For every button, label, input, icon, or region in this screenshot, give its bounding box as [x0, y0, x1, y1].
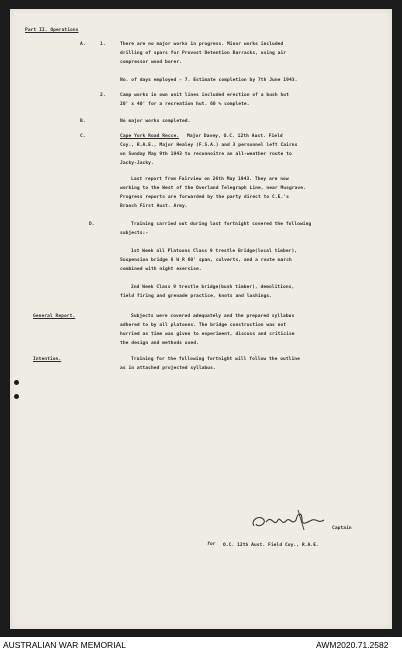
signature-unit: O.C. 12th Aust. Field Coy., R.A.E. — [223, 543, 319, 548]
intention-line-1: Training for the following fortnight will follow the outline — [131, 357, 300, 362]
item-1-days: No. of days employed - 7. Estimate completion by 7th June 1943. — [120, 78, 298, 83]
section-b-text: No major works completed. — [120, 119, 191, 124]
recon-line-1: Major Davey, O.C. 12th Aust. Field — [187, 134, 283, 139]
punch-hole — [14, 380, 19, 385]
item-1-line-2: drilling of spars for Provost Detention Barracks, using air — [120, 51, 287, 56]
report-line-1: Last report from Fairview on 26th May 1943. They are now — [131, 177, 289, 182]
recon-title: Cape York Road Recce. — [120, 134, 180, 139]
report-line-4: Branch First Aust. Army. — [120, 204, 188, 209]
week-2-line-1: 2nd Week Class 9 trestle bridge(bush timber), demolitions, — [131, 285, 295, 290]
punch-hole — [14, 394, 19, 399]
section-d-label: D. — [89, 222, 95, 227]
item-2-line-2: 20' x 40' for a recreation hut. 60 % complete. — [120, 102, 250, 107]
section-c-label: C. — [80, 134, 86, 139]
section-a-label: A. — [80, 42, 86, 47]
intention-line-2: as in attached projected syllabus. — [120, 366, 216, 371]
week-2-line-2: field firing and grenade practice, knots and lashings. — [120, 294, 273, 299]
recon-line-3: on Sunday May 9th 1943 to reconnoitre an all-weather route to — [120, 152, 292, 157]
week-1-line-2: Suspension bridge 6 W R 60' span, culverts, and a route march — [120, 258, 292, 263]
item-1-label: 1. — [100, 42, 106, 47]
week-1-line-3: combined with night exercise. — [120, 267, 202, 272]
recon-line-4: Jacky-Jacky. — [120, 161, 154, 166]
general-line-3: hurried as time was given to experiment, discuss and criticise — [120, 332, 295, 337]
section-b-label: B. — [80, 119, 86, 124]
general-line-1: Subjects were covered adequately and the prepared syllabus — [131, 314, 295, 319]
item-1-line-1: There are no major works in progress. Minor works included — [120, 42, 284, 47]
item-2-label: 2. — [100, 93, 106, 98]
recon-line-2: Coy., R.A.E., Major Healey (F.S.A.) and 3 personnel left Cairns — [120, 143, 298, 148]
general-line-4: the design and methods used. — [120, 341, 199, 346]
item-2-line-1: Camp works in own unit lines included erection of a bush hut — [120, 93, 289, 98]
general-line-2: adhered to by all platoons. The bridge construction was not — [120, 323, 287, 328]
item-1-line-3: compressor wood borer. — [120, 60, 182, 65]
training-line-1: Training carried out during last fortnight covered the following — [131, 222, 312, 227]
footer-archive-name: AUSTRALIAN WAR MEMORIAL — [3, 640, 126, 650]
week-1-line-1: 1st Week all Platoons Class 9 trestle Bridge(local timber), — [131, 249, 298, 254]
intention-label: Intention. — [33, 357, 62, 362]
general-report-label: General Report. — [33, 314, 76, 319]
report-line-3: Progress reports are forwarded by the party direct to C.E.'s — [120, 195, 289, 200]
part-heading: Part II. Operations — [25, 28, 79, 33]
report-line-2: working to the West of the Overland Telegraph Line, near Musgrave. — [120, 186, 306, 191]
footer-catalogue-number: AWM2020.71.2582 — [316, 640, 389, 650]
signature-rank: Captain — [332, 526, 352, 531]
training-line-2: subjects:- — [120, 231, 149, 236]
handwritten-signature — [248, 508, 338, 532]
signature-prefix: for — [207, 542, 216, 547]
